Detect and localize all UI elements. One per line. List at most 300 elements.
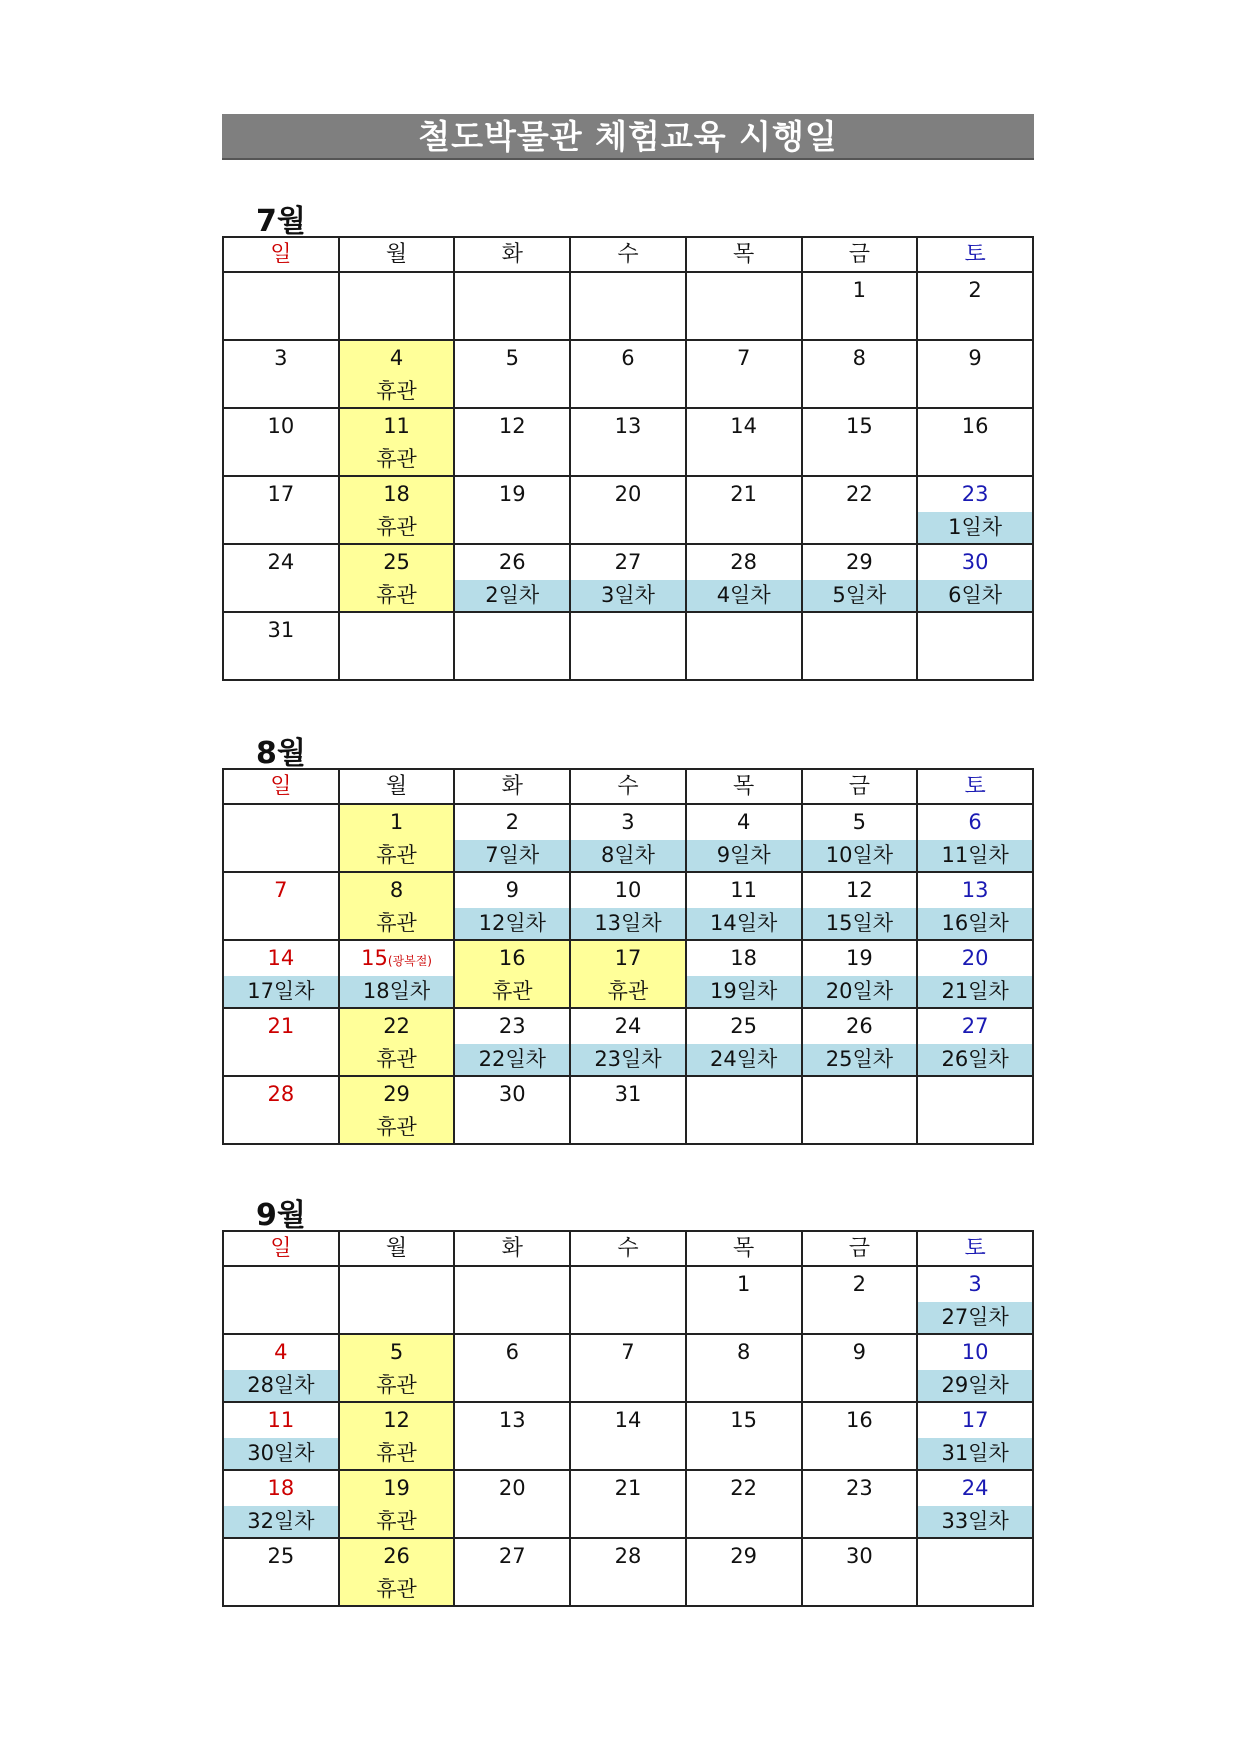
day-cell-content: [224, 1009, 338, 1075]
day-number-text: 3: [621, 810, 635, 834]
education-day-label: 21일차: [918, 976, 1032, 1007]
day-number: [340, 873, 454, 908]
day-number: [918, 1335, 1032, 1370]
weekday-header: 목: [686, 769, 802, 804]
day-cell-content: [918, 409, 1032, 475]
day-number-text: 5: [505, 346, 519, 370]
day-cell-content: [687, 1077, 801, 1143]
day-cell-content: [571, 341, 685, 407]
day-number-text: 22: [846, 482, 873, 506]
education-day-label: 13일차: [571, 908, 685, 939]
weekday-header: 일: [223, 1231, 339, 1266]
day-cell-content: [455, 1471, 569, 1537]
day-cell-content: [803, 1403, 917, 1469]
day-cell: [686, 1266, 802, 1334]
day-number: [224, 1403, 338, 1438]
day-number-text: 28: [730, 550, 758, 574]
day-cell: [454, 272, 570, 340]
day-cell: [917, 1076, 1033, 1144]
day-number: [340, 341, 454, 376]
education-day-label: 12일차: [455, 908, 569, 939]
education-day-label: 18일차: [340, 976, 454, 1007]
day-number: [687, 1539, 801, 1574]
week-row: [223, 1334, 1033, 1402]
day-cell: [802, 340, 918, 408]
day-cell: [686, 1402, 802, 1470]
day-number-text: 27: [614, 550, 642, 574]
day-number-text: 9: [505, 878, 519, 902]
day-cell-content: [455, 941, 569, 1007]
day-number: [224, 341, 338, 376]
day-number-text: 29: [846, 550, 873, 574]
week-row: [223, 1538, 1033, 1606]
day-number: [918, 341, 1032, 376]
day-number: [455, 1403, 569, 1438]
day-cell-content: [918, 1471, 1032, 1537]
day-number-text: 11: [383, 414, 410, 438]
day-number-text: 26: [846, 1014, 873, 1038]
education-day-label: 3일차: [571, 580, 685, 611]
day-cell-content: [455, 1539, 569, 1605]
day-number: [687, 409, 801, 444]
closed-label: 휴관: [376, 1373, 417, 1397]
week-row: [223, 1266, 1033, 1334]
day-cell: [802, 1402, 918, 1470]
day-cell: [686, 340, 802, 408]
day-cell-content: [571, 941, 685, 1007]
day-cell: [339, 872, 455, 940]
day-cell-content: [340, 1077, 454, 1143]
day-cell: [223, 544, 339, 612]
weekday-header: 월: [339, 1231, 455, 1266]
day-cell: [339, 1266, 455, 1334]
weekday-header: 수: [570, 1231, 686, 1266]
day-cell-content: [687, 1539, 801, 1605]
day-number-text: 3: [274, 346, 288, 370]
day-cell: [570, 872, 686, 940]
day-cell-content: [571, 613, 685, 679]
day-cell: [223, 1538, 339, 1606]
day-number-text: 28: [614, 1544, 642, 1568]
day-cell: [454, 1470, 570, 1538]
day-number-text: 5: [389, 1340, 404, 1364]
day-cell-content: [455, 873, 569, 939]
day-cell: [686, 1008, 802, 1076]
weekday-header: 화: [454, 1231, 570, 1266]
day-cell: [454, 872, 570, 940]
day-cell-content: [571, 409, 685, 475]
day-cell-content: [455, 545, 569, 611]
day-number: [687, 1335, 801, 1370]
day-cell-content: [224, 409, 338, 475]
week-row: [223, 1076, 1033, 1144]
day-number-text: 29: [730, 1544, 758, 1568]
day-cell: [339, 476, 455, 544]
week-row: [223, 340, 1033, 408]
day-cell: [339, 1076, 455, 1144]
day-cell-content: [687, 613, 801, 679]
page-title: 철도박물관 체험교육 시행일: [222, 114, 1034, 160]
month-label-august: 8월: [256, 736, 306, 771]
month-label-september: 9월: [256, 1198, 306, 1233]
day-cell-content: [340, 341, 454, 407]
day-cell: [339, 1008, 455, 1076]
day-cell-content: [455, 1077, 569, 1143]
day-number-text: 6: [621, 346, 635, 370]
day-cell: [570, 476, 686, 544]
day-cell: [802, 1470, 918, 1538]
day-number-text: 29: [383, 1082, 410, 1106]
day-number-text: 7: [736, 346, 751, 370]
day-number: [455, 409, 569, 444]
day-cell: [802, 272, 918, 340]
week-row: [223, 476, 1033, 544]
day-cell-content: [803, 477, 917, 543]
day-number: [918, 941, 1032, 976]
education-day-label: 22일차: [455, 1044, 569, 1075]
day-number: [803, 941, 917, 976]
day-number: [571, 341, 685, 376]
day-cell-content: [803, 613, 917, 679]
day-cell: [454, 340, 570, 408]
day-cell: [454, 1538, 570, 1606]
day-cell-content: [455, 613, 569, 679]
day-cell: [570, 1470, 686, 1538]
day-cell-content: [224, 341, 338, 407]
day-cell: [686, 804, 802, 872]
day-cell: [454, 1008, 570, 1076]
day-number: [340, 1539, 454, 1574]
day-cell-content: [687, 409, 801, 475]
day-cell-content: [571, 805, 685, 871]
day-number: [571, 1009, 685, 1044]
day-number-text: 25: [730, 1014, 758, 1038]
day-cell-content: [340, 1267, 454, 1333]
day-cell: [917, 1402, 1033, 1470]
day-number-text: 30: [498, 1082, 526, 1106]
day-cell: [339, 1402, 455, 1470]
day-cell: [454, 1334, 570, 1402]
weekday-header-row: [223, 1231, 1033, 1266]
education-day-label: 30일차: [224, 1438, 338, 1469]
day-number-text: 17: [267, 482, 295, 506]
day-cell: [223, 340, 339, 408]
day-number-text: 2: [852, 1272, 867, 1296]
weekday-header: 수: [570, 769, 686, 804]
day-number: [803, 1471, 917, 1506]
day-cell: [686, 1538, 802, 1606]
day-cell-content: [687, 1471, 801, 1537]
day-number-text: 10: [614, 878, 642, 902]
day-number-text: 23: [961, 482, 989, 506]
day-number-text: 13: [614, 414, 642, 438]
day-number: [571, 1403, 685, 1438]
day-cell-content: [918, 273, 1032, 339]
day-cell-content: [224, 1471, 338, 1537]
day-cell-content: [224, 1077, 338, 1143]
day-number-text: 24: [267, 550, 295, 574]
day-cell: [802, 804, 918, 872]
day-number: [571, 805, 685, 840]
day-cell-content: [340, 409, 454, 475]
education-day-label: 29일차: [918, 1370, 1032, 1401]
day-number-text: 30: [961, 550, 989, 574]
day-cell-content: [571, 1009, 685, 1075]
day-cell: [686, 872, 802, 940]
day-cell: [339, 1538, 455, 1606]
day-number: [687, 1471, 801, 1506]
day-cell-content: [571, 545, 685, 611]
month-label-july: 7월: [256, 204, 306, 239]
day-number: [455, 477, 569, 512]
day-cell: [339, 612, 455, 680]
day-cell: [339, 408, 455, 476]
closed-label: 휴관: [376, 1047, 417, 1071]
day-number-text: 11: [730, 878, 758, 902]
day-number: [571, 1471, 685, 1506]
day-cell: [339, 340, 455, 408]
closed-label: 휴관: [376, 1115, 417, 1139]
day-cell: [917, 1266, 1033, 1334]
day-number-text: 18: [383, 482, 410, 506]
day-number-text: 4: [389, 346, 404, 370]
weekday-header: 화: [454, 769, 570, 804]
closed-label: 휴관: [491, 979, 533, 1003]
day-cell-content: [455, 341, 569, 407]
weekday-header: 월: [339, 769, 455, 804]
education-day-label: 27일차: [918, 1302, 1032, 1333]
day-cell-content: [687, 805, 801, 871]
day-number-text: 19: [383, 1476, 410, 1500]
day-number-text: 13: [498, 1408, 526, 1432]
week-row: [223, 804, 1033, 872]
day-cell: [454, 408, 570, 476]
day-cell: [686, 476, 802, 544]
day-cell-content: [803, 409, 917, 475]
day-cell-content: [224, 1335, 338, 1401]
day-number-text: 18: [267, 1476, 295, 1500]
calendar-september: [222, 1230, 1034, 1607]
day-cell: [802, 1076, 918, 1144]
day-number: [224, 613, 338, 648]
day-number-text: 11: [267, 1408, 295, 1432]
day-number-text: 24: [614, 1014, 642, 1038]
day-number: [803, 1539, 917, 1574]
day-cell-content: [224, 613, 338, 679]
day-cell-content: [918, 1267, 1032, 1333]
education-day-label: 24일차: [687, 1044, 801, 1075]
day-number: [803, 805, 917, 840]
day-cell: [686, 272, 802, 340]
day-number: [918, 873, 1032, 908]
day-number: [687, 1267, 801, 1302]
day-cell: [339, 940, 455, 1008]
day-cell: [917, 940, 1033, 1008]
education-day-label: 14일차: [687, 908, 801, 939]
closed-label: 휴관: [376, 379, 417, 403]
day-cell-content: [340, 1009, 454, 1075]
day-cell: [223, 612, 339, 680]
day-cell-content: [918, 341, 1032, 407]
day-number-text: 26: [498, 550, 526, 574]
closed-label: 휴관: [376, 583, 417, 607]
day-number: [803, 477, 917, 512]
education-day-label: 6일차: [918, 580, 1032, 611]
day-cell: [454, 476, 570, 544]
day-number: [455, 341, 569, 376]
closed-label: 휴관: [376, 447, 417, 471]
day-number-text: 16: [498, 946, 526, 970]
day-number: [340, 1471, 454, 1506]
day-number-text: 26: [383, 1544, 410, 1568]
day-number: [340, 805, 454, 840]
day-cell: [917, 1008, 1033, 1076]
day-cell-content: [687, 873, 801, 939]
education-day-label: 25일차: [803, 1044, 917, 1075]
day-cell-content: [687, 941, 801, 1007]
day-number: [455, 1335, 569, 1370]
day-number-text: 12: [498, 414, 526, 438]
day-cell: [570, 340, 686, 408]
day-number-text: 14: [614, 1408, 642, 1432]
day-number: [224, 873, 338, 908]
weekday-header: 토: [917, 237, 1033, 272]
weekday-header: 금: [802, 1231, 918, 1266]
day-number: [918, 477, 1032, 512]
day-cell-content: [455, 409, 569, 475]
day-number: [340, 1335, 454, 1370]
day-cell-content: [340, 613, 454, 679]
day-cell-content: [455, 1403, 569, 1469]
day-number: [224, 1077, 338, 1112]
day-number-text: 2: [505, 810, 519, 834]
weekday-header-row: [223, 769, 1033, 804]
day-cell: [454, 1402, 570, 1470]
day-number-text: 31: [267, 618, 295, 642]
day-cell: [223, 1470, 339, 1538]
day-cell-content: [340, 1539, 454, 1605]
day-cell: [917, 272, 1033, 340]
day-cell: [686, 940, 802, 1008]
day-number-text: 10: [267, 414, 295, 438]
day-number: [340, 545, 454, 580]
day-cell-content: [918, 477, 1032, 543]
day-number-text: 25: [267, 1544, 295, 1568]
closed-label: 휴관: [376, 1509, 417, 1533]
day-cell-content: [224, 1267, 338, 1333]
day-cell-content: [803, 805, 917, 871]
day-number: [224, 1009, 338, 1044]
day-cell-content: [340, 1403, 454, 1469]
day-number-text: 21: [730, 482, 758, 506]
day-cell: [686, 1076, 802, 1144]
day-cell-content: [340, 1335, 454, 1401]
day-number: [918, 1471, 1032, 1506]
day-number-text: 6: [505, 1340, 519, 1364]
day-cell-content: [571, 1267, 685, 1333]
day-number-text: 1: [852, 278, 867, 302]
day-number: [918, 1009, 1032, 1044]
day-cell: [802, 544, 918, 612]
education-day-label: 16일차: [918, 908, 1032, 939]
day-number: [687, 1009, 801, 1044]
day-number: [687, 341, 801, 376]
day-number-text: 31: [614, 1082, 642, 1106]
day-cell-content: [340, 805, 454, 871]
education-day-label: 20일차: [803, 976, 917, 1007]
day-number-text: 3: [968, 1272, 982, 1296]
day-number-text: 22: [383, 1014, 410, 1038]
day-number-text: 8: [736, 1340, 751, 1364]
week-row: [223, 612, 1033, 680]
weekday-header: 토: [917, 769, 1033, 804]
day-number-text: 20: [961, 946, 989, 970]
day-cell: [802, 476, 918, 544]
day-cell: [802, 1334, 918, 1402]
day-number: [455, 545, 569, 580]
education-day-label: 33일차: [918, 1506, 1032, 1537]
day-number: [687, 941, 801, 976]
weekday-header: 화: [454, 237, 570, 272]
day-cell-content: [687, 545, 801, 611]
day-cell-content: [340, 273, 454, 339]
day-cell: [223, 476, 339, 544]
day-cell-content: [918, 873, 1032, 939]
day-number: [687, 805, 801, 840]
day-number: [803, 1009, 917, 1044]
day-number-text: 23: [498, 1014, 526, 1038]
day-cell-content: [224, 545, 338, 611]
day-cell-content: [224, 805, 338, 871]
education-day-label: 26일차: [918, 1044, 1032, 1075]
day-number-text: 21: [267, 1014, 295, 1038]
day-number: [340, 409, 454, 444]
day-cell: [917, 340, 1033, 408]
day-number: [803, 273, 917, 308]
day-cell-content: [455, 1267, 569, 1333]
day-number-text: 9: [852, 1340, 867, 1364]
weekday-header: 목: [686, 1231, 802, 1266]
day-number: [571, 545, 685, 580]
day-cell-content: [224, 1539, 338, 1605]
weekday-header: 토: [917, 1231, 1033, 1266]
day-number: [224, 941, 338, 976]
day-cell-content: [918, 613, 1032, 679]
day-cell: [802, 408, 918, 476]
day-cell-content: [803, 1009, 917, 1075]
day-cell: [570, 1266, 686, 1334]
day-cell-content: [455, 1335, 569, 1401]
day-cell: [223, 1266, 339, 1334]
day-number: [224, 1471, 338, 1506]
day-number-text: 19: [846, 946, 873, 970]
education-day-label: 17일차: [224, 976, 338, 1007]
day-cell: [223, 1076, 339, 1144]
day-number: [455, 1009, 569, 1044]
day-number: [455, 873, 569, 908]
week-row: [223, 940, 1033, 1008]
education-day-label: 2일차: [455, 580, 569, 611]
weekday-header: 월: [339, 237, 455, 272]
day-cell: [223, 872, 339, 940]
day-cell: [454, 940, 570, 1008]
day-cell-content: [918, 1403, 1032, 1469]
closed-label: 휴관: [607, 979, 649, 1003]
education-day-label: 11일차: [918, 840, 1032, 871]
day-number: [803, 341, 917, 376]
day-number: [224, 545, 338, 580]
day-number: [687, 477, 801, 512]
